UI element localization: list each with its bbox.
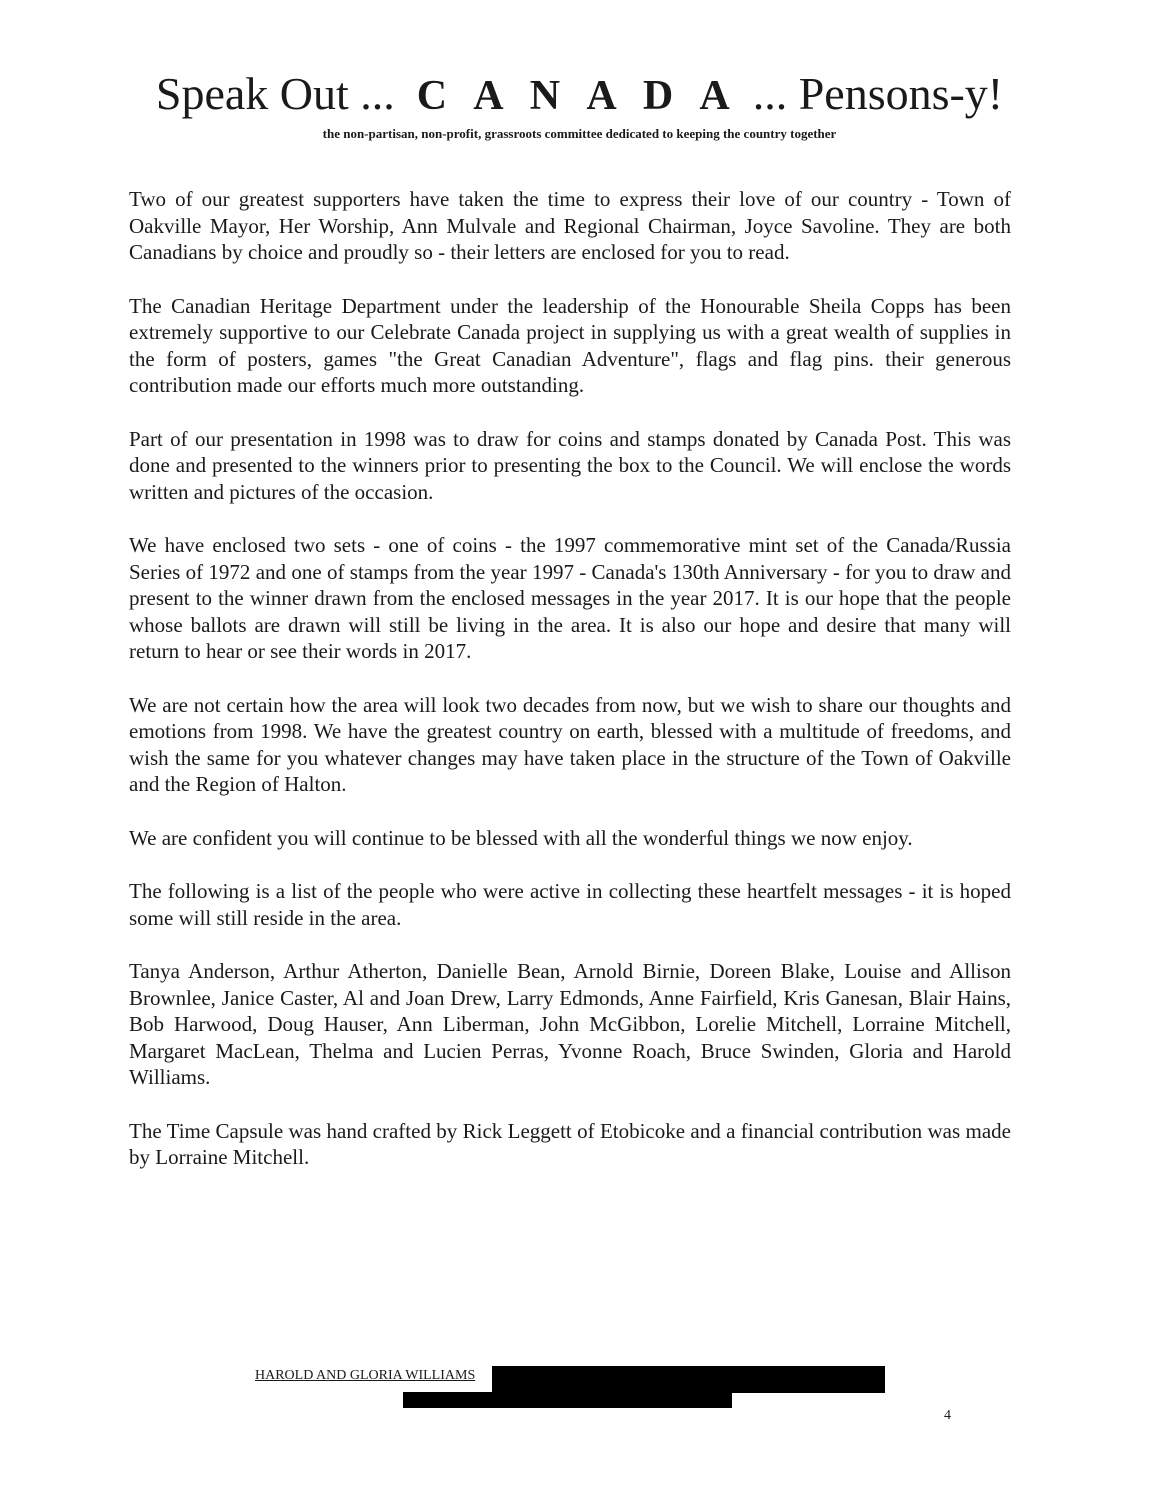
paragraph-future: We are not certain how the area will look two decades from now, but we wish to share our thoughts and emotions from 1998. We have the greatest country on earth, blessed with a multitude of freedoms, and wish the same for you whatever changes may have taken place in the structure of the Town of Oakville and the Region of Halton. [129,692,1011,796]
title-canada: C A N A D A [416,73,739,119]
paragraph-time-capsule: The Time Capsule was hand crafted by Rick Leggett of Etobicoke and a financial contribution was made by Lorraine Mitchell. [129,1118,1011,1169]
paragraph-names-list: Tanya Anderson, Arthur Atherton, Danielle Bean, Arnold Birnie, Doreen Blake, Louise and Allison Brownlee, Janice Caster, Al and Joan Drew, Larry Edmonds, Anne Fairfield, Kris Ganesan, Blair Hains, Bob Harwood, Doug Hauser, Ann Liberman, John McGibbon, Lorelie Mitchell, Lorraine Mitchell, Margaret MacLean, Thelma and Lucien Perras, Yvonne Roach, Bruce Swinden, Gloria and Harold Williams. [129,959,1011,1089]
letterhead-subtitle: the non-partisan, non-profit, grassroots committee dedicated to keeping the country together [322,126,837,141]
redaction-bar [492,1366,885,1393]
letterhead-title [0,66,1159,124]
paragraph-enclosed-sets: We have enclosed two sets - one of coins - the 1997 commemorative mint set of the Canada/Russia Series of 1972 and one of stamps from the year 1997 - Canada's 130th Anniversary - for you to draw and present to the winner drawn from the enclosed messages in the year 2017. It is our hope that the people whose ballots are drawn will still be living in the area. It is also our hope and desire that many will return to hear or see their words in 2017. [129,533,1011,663]
paragraph-confident: We are confident you will continue to be blessed with all the wonderful things we now enjoy. [129,825,913,850]
paragraph-list-intro: The following is a list of the people who were active in collecting these heartfelt messages - it is hoped some will still reside in the area. [129,879,1011,930]
paragraph-supporters: Two of our greatest supporters have taken the time to express their love of our country - Town of Oakville Mayor, Her Worship, Ann Mulvale and Regional Chairman, Joyce Savoline. They are both Canadians by choice and proudly so - their letters are enclosed for you to read. [129,187,1011,264]
page-number: 4 [944,1408,951,1423]
letter-body [129,186,1011,1198]
paragraph-presentation: Part of our presentation in 1998 was to draw for coins and stamps donated by Canada Post. This was done and presented to the winners prior to presenting the box to the Council. We will enclose the words written and pictures of the occasion. [129,426,1011,504]
title-right: ... Pensons-y! [752,68,1004,119]
redaction-bar [403,1392,732,1408]
title-left: Speak Out ... [155,68,395,119]
paragraph-heritage: The Canadian Heritage Department under the leadership of the Honourable Sheila Copps has been extremely supportive to our Celebrate Canada project in supplying us with a great wealth of supplies in the form of posters, games "the Great Canadian Adventure", flags and flag pins. their generous contribution made our efforts much more outstanding. [129,293,1011,397]
letterhead [0,66,1159,142]
footer-name: HAROLD AND GLORIA WILLIAMS [255,1368,476,1383]
